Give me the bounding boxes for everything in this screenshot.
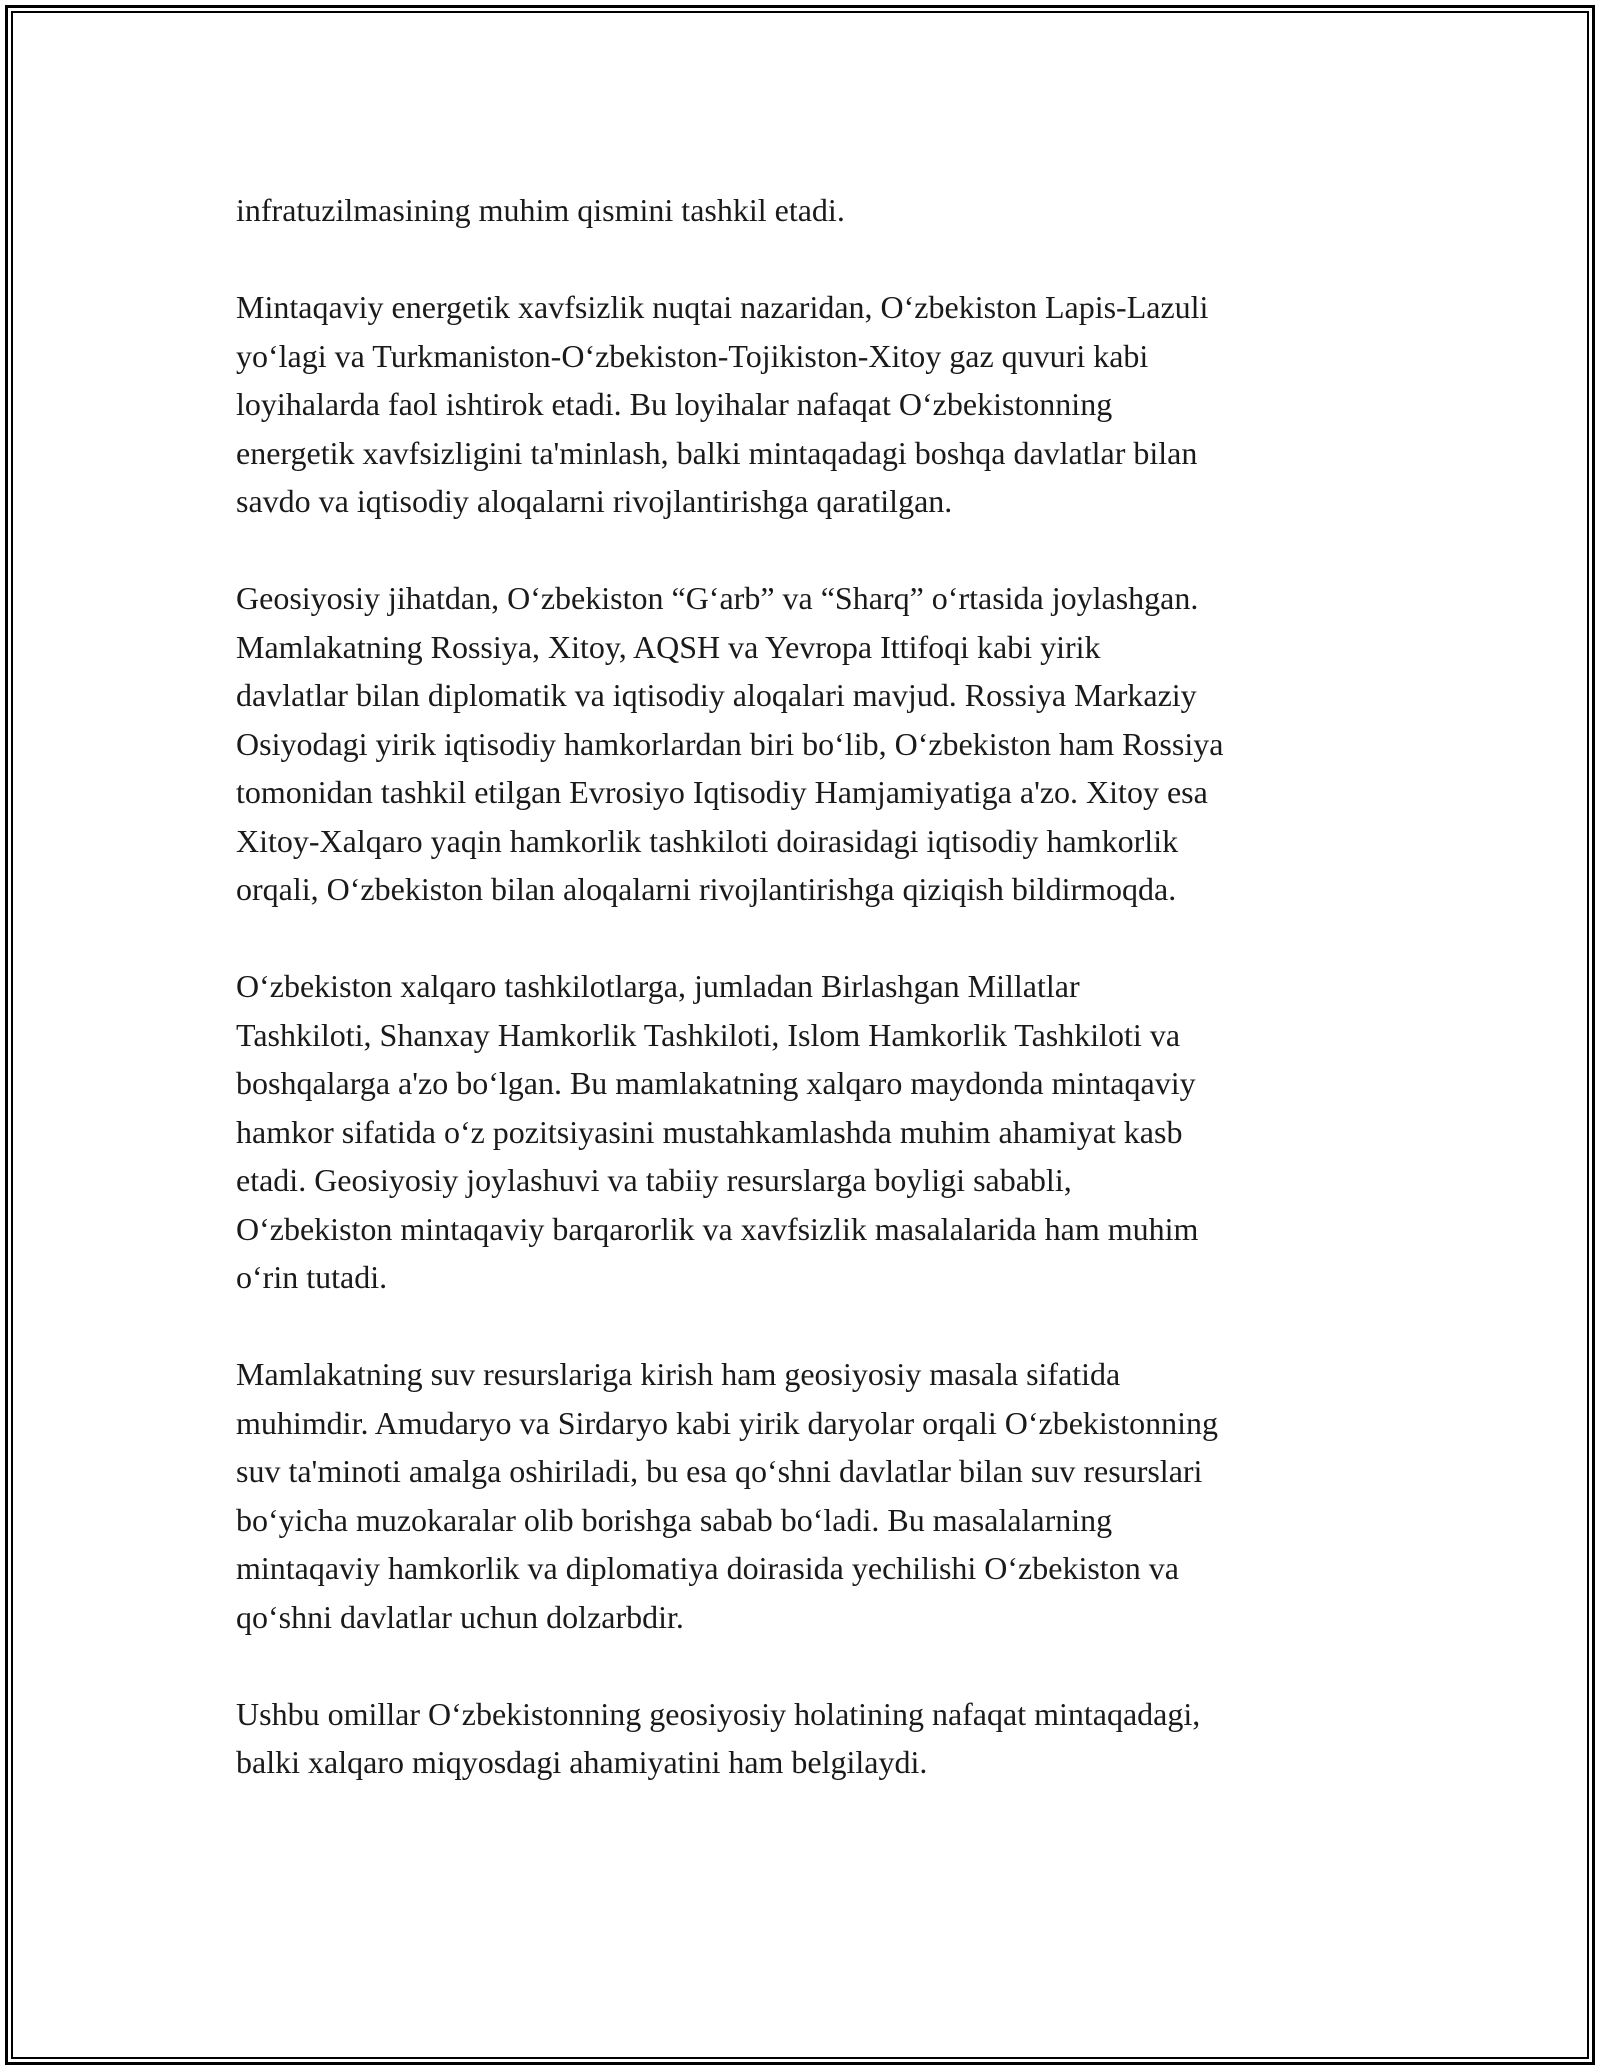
paragraph-5: Mamlakatning suv resurslariga kirish ham geosiyosiy masala sifatida muhimdir. Amudaryo va Sirdaryo kabi yirik daryolar orqali O‘zbekistonning suv ta'minoti amalga oshiriladi, bu esa qo‘shni davlatlar bilan suv resurslari bo‘yicha muzokaralar olib borishga sabab bo‘ladi. Bu masalalarning mintaqaviy hamkorlik va diplomatiya doirasida yechilishi O‘zbekiston va qo‘shni davlatlar uchun dolzarbdir. bbox=[236, 1356, 1219, 1635]
paragraph-6: Ushbu omillar O‘zbekistonning geosiyosiy holatining nafaqat mintaqadagi, balki xalqaro miqyosdagi ahamiyatini ham belgilaydi. bbox=[236, 1695, 1201, 1780]
paragraph-3: Geosiyosiy jihatdan, O‘zbekiston “G‘arb” va “Sharq” o‘rtasida joylashgan. Mamlakatning Rossiya, Xitoy, AQSH va Yevropa Ittifoqi kabi yirik davlatlar bilan diplomatik va iqtisodiy aloqalari mavjud. Rossiya Markaziy Osiyodagi yirik iqtisodiy hamkorlardan biri bo‘lib, O‘zbekiston ham Rossiya tomonidan tashkil etilgan Evrosiyo Iqtisodiy Hamjamiyatiga a'zo. Xitoy esa Xitoy-Xalqaro yaqin hamkorlik tashkiloti doirasidagi iqtisodiy hamkorlik orqali, O‘zbekiston bilan aloqalarni rivojlantirishga qiziqish bildirmoqda. bbox=[236, 580, 1224, 907]
document-body bbox=[236, 186, 1396, 1787]
paragraph-4: O‘zbekiston xalqaro tashkilotlarga, jumladan Birlashgan Millatlar Tashkiloti, Shanxay Hamkorlik Tashkiloti, Islom Hamkorlik Tashkiloti va boshqalarga a'zo bo‘lgan. Bu mamlakatning xalqaro maydonda mintaqaviy hamkor sifatida o‘z pozitsiyasini mustahkamlashda muhim ahamiyat kasb etadi. Geosiyosiy joylashuvi va tabiiy resurslarga boyligi sababli, O‘zbekiston mintaqaviy barqarorlik va xavfsizlik masalalarida ham muhim o‘rin tutadi. bbox=[236, 968, 1199, 1295]
paragraph-2: Mintaqaviy energetik xavfsizlik nuqtai nazaridan, O‘zbekiston Lapis-Lazuli yo‘lagi va Turkmaniston-O‘zbekiston-Tojikiston-Xitoy gaz quvuri kabi loyihalarda faol ishtirok etadi. Bu loyihalar nafaqat O‘zbekistonning energetik xavfsizligini ta'minlash, balki mintaqadagi boshqa davlatlar bilan savdo va iqtisodiy aloqalarni rivojlantirishga qaratilgan. bbox=[236, 289, 1209, 519]
paragraph-1: infratuzilmasining muhim qismini tashkil etadi. bbox=[236, 192, 845, 228]
